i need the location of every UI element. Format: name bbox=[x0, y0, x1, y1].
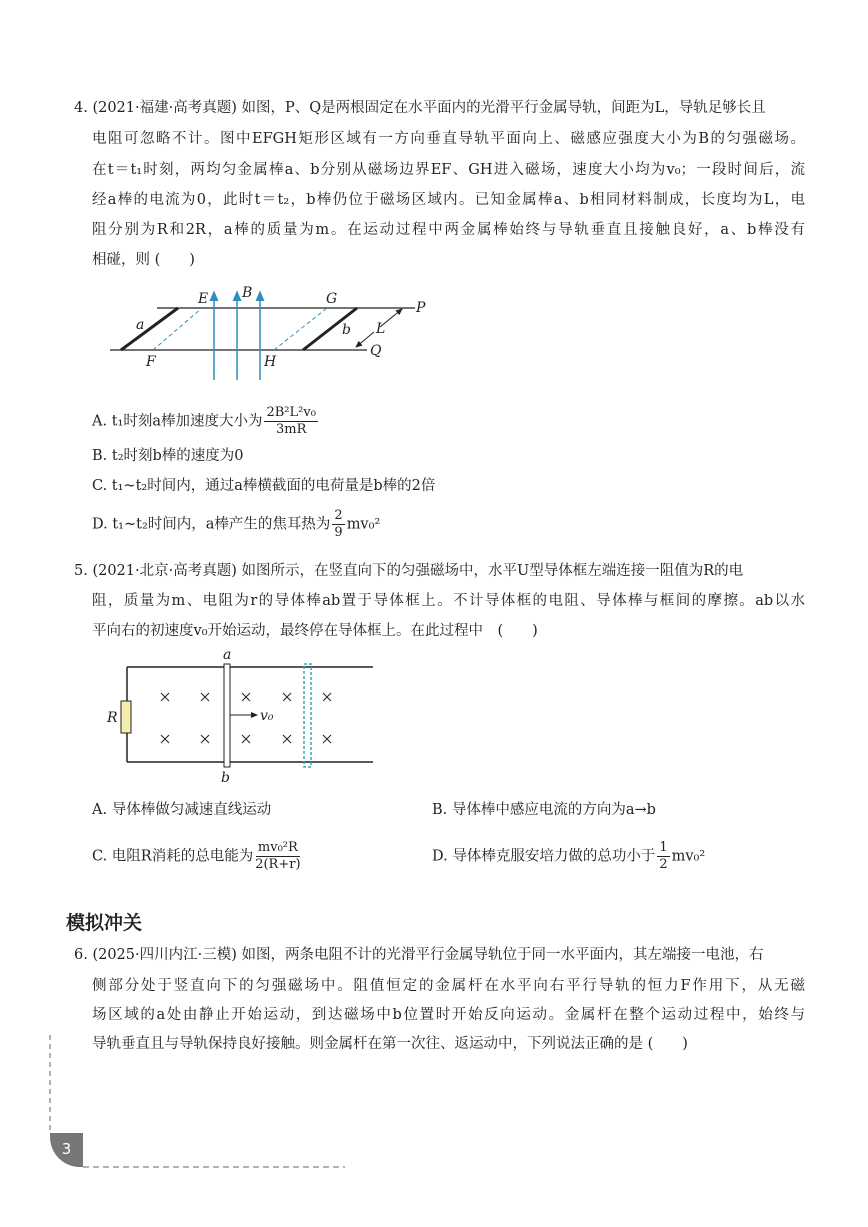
label-r: R bbox=[107, 710, 118, 726]
q4-line-1: 4. (2021·福建·高考真题) 如图，P、Q是两根固定在水平面内的光滑平行金属导轨，间距为L，导轨足够长且 bbox=[74, 100, 766, 116]
denominator: 2(R+r) bbox=[255, 857, 301, 872]
q5-figure bbox=[106, 647, 373, 786]
option-tail: mv₀² bbox=[671, 848, 706, 865]
label-e: E bbox=[198, 291, 209, 307]
boundary-ef bbox=[153, 308, 202, 350]
q6-line-1: 6. (2025·四川内江·三模) 如图，两条电阻不计的光滑平行金属导轨位于同一水平面内，其左端接一电池，右 bbox=[74, 947, 764, 963]
numerator: 2 bbox=[334, 508, 343, 523]
option-text: C. 电阻R消耗的总电能为 bbox=[92, 848, 254, 865]
denominator: 2 bbox=[659, 857, 668, 872]
label-a: a bbox=[223, 647, 232, 663]
label-b-field: B bbox=[242, 285, 253, 301]
denominator: 3mR bbox=[276, 422, 307, 437]
q4-line-3: 在t＝t₁时刻，两均匀金属棒a、b分别从磁场边界EF、GH进入磁场，速度大小均为v₀；一段时间后，流 bbox=[92, 162, 805, 178]
q4-line-5: 阻分别为R和2R，a棒的质量为m。在运动过程中两金属棒始终与导轨垂直且接触良好，a、b棒没有 bbox=[92, 222, 805, 238]
q4-option-c[interactable]: C. t₁~t₂时间内，通过a棒横截面的电荷量是b棒的2倍 bbox=[92, 478, 436, 494]
label-g: G bbox=[326, 291, 338, 307]
q6-line-3: 场区域的a处由静止开始运动，到达磁场中b位置时开始反向运动。金属杆在整个运动过程中，始终与 bbox=[92, 1007, 805, 1023]
label-q: Q bbox=[370, 343, 382, 359]
denominator: 9 bbox=[334, 525, 343, 540]
q4-figure-rails bbox=[110, 285, 426, 380]
q5-line-2: 阻，质量为m、电阻为r的导体棒ab置于导体框上。不计导体框的电阻、导体棒与框间的摩擦。ab以水 bbox=[92, 593, 805, 609]
conductor-rod bbox=[224, 664, 230, 767]
section-heading: 模拟冲关 bbox=[66, 912, 143, 934]
option-text: D. 导体棒克服安培力做的总功小于 bbox=[432, 848, 656, 865]
option-text: D. t₁~t₂时间内，a棒产生的焦耳热为 bbox=[92, 516, 331, 533]
label-f: F bbox=[146, 354, 156, 370]
q4-option-b[interactable]: B. t₂时刻b棒的速度为0 bbox=[92, 448, 244, 464]
rod-a bbox=[121, 308, 178, 350]
q4-line-6: 相碰，则 ( ) bbox=[92, 252, 195, 268]
q5-line-1: 5. (2021·北京·高考真题) 如图所示，在竖直向下的匀强磁场中，水平U型导体框左端连接一阻值为R的电 bbox=[74, 563, 744, 579]
q4-line-2: 电阻可忽略不计。图中EFGH矩形区域有一方向垂直导轨平面向上、磁感应强度大小为B的匀强磁场。 bbox=[92, 131, 805, 147]
q5-line-3: 平向右的初速度v₀开始运动，最终停在导体框上。在此过程中 ( ) bbox=[92, 623, 538, 639]
q4-line-4: 经a棒的电流为0，此时t＝t₂，b棒仍位于磁场区域内。已知金属棒a、b相同材料制成，长度均为L，电 bbox=[92, 192, 805, 208]
numerator: mv₀²R bbox=[257, 840, 298, 855]
label-h: H bbox=[264, 354, 277, 370]
option-text: A. t₁时刻a棒加速度大小为 bbox=[92, 413, 263, 430]
label-l: L bbox=[376, 321, 386, 337]
option-tail: mv₀² bbox=[346, 516, 381, 533]
boundary-gh bbox=[274, 308, 327, 350]
label-b: b bbox=[221, 770, 230, 786]
numerator: 1 bbox=[659, 840, 668, 855]
label-v0: v₀ bbox=[260, 708, 274, 724]
field-crosses bbox=[161, 693, 331, 743]
q5-option-b[interactable]: B. 导体棒中感应电流的方向为a→b bbox=[432, 802, 656, 818]
q6-line-4: 导轨垂直且与导轨保持良好接触。则金属杆在第一次往、返运动中，下列说法正确的是 ( ) bbox=[92, 1036, 688, 1052]
label-a: a bbox=[136, 317, 145, 333]
q6-line-2: 侧部分处于竖直向下的匀强磁场中。阻值恒定的金属杆在水平向右平行导轨的恒力F作用下，从无磁 bbox=[92, 978, 805, 994]
label-b: b bbox=[342, 322, 351, 338]
final-rod-position bbox=[304, 664, 311, 767]
q5-option-a[interactable]: A. 导体棒做匀减速直线运动 bbox=[92, 802, 272, 818]
resistor bbox=[121, 701, 131, 733]
numerator: 2B²L²v₀ bbox=[266, 405, 316, 420]
label-p: P bbox=[416, 300, 426, 316]
page-number: 3 bbox=[50, 1133, 83, 1167]
